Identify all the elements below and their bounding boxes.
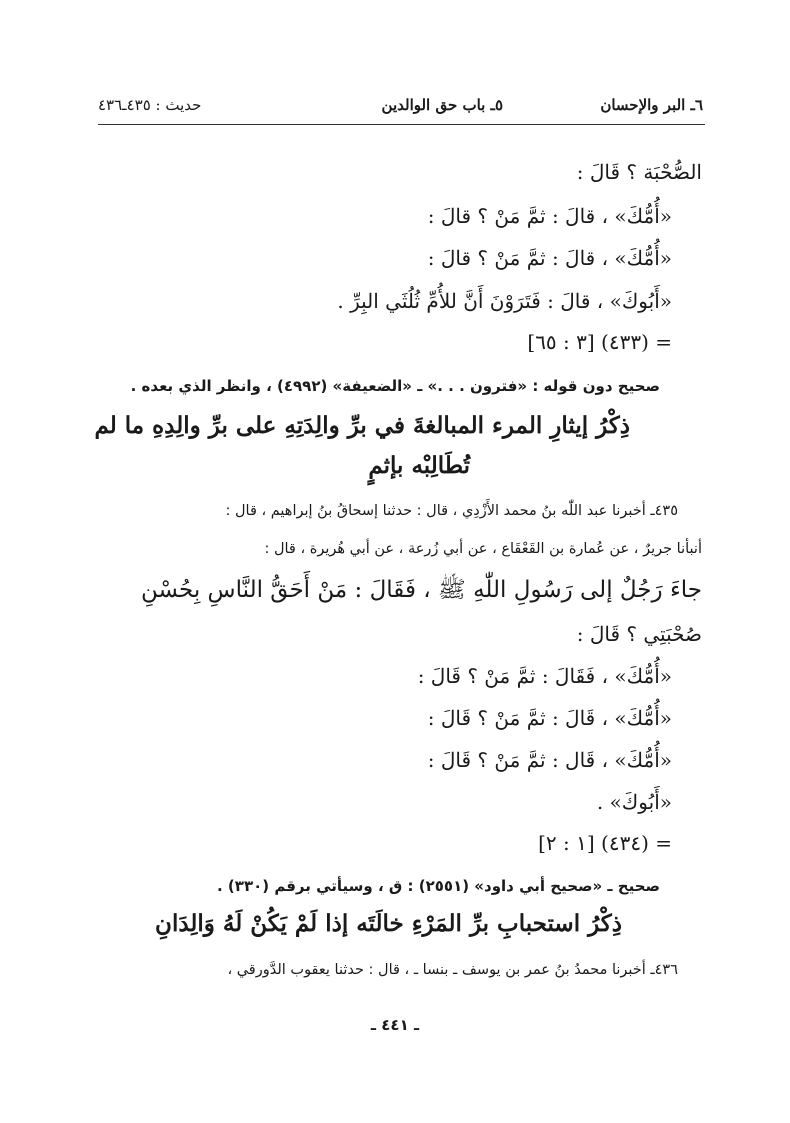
text-line: «أُمُّكَ» ، قالَ : ثمَّ مَنْ ؟ قالَ :: [427, 246, 672, 270]
isnad-line: أنبأنا جريرٌ ، عن عُمارة بن القَعْقَاع ، عن أبي زُرعة ، عن أبي هُريرة ، قال :: [264, 541, 702, 557]
header-chapter-title: ٥ـ باب حق الوالدين: [381, 96, 503, 114]
grading-line: صحيح ـ «صحيح أبي داود» (٢٥٥١) : ق ، وسيأتي برقم (٣٣٠) .: [217, 877, 660, 895]
matn-line: صُحْبَتِي ؟ قَالَ :: [576, 622, 702, 646]
text-line: «أُمُّكَ» ، قالَ : ثمَّ مَنْ ؟ قالَ :: [427, 204, 672, 228]
page-number: ـ ٤٤١ ـ: [370, 1016, 420, 1034]
matn-line: «أُمُّكَ» ، قَالَ : ثمَّ مَنْ ؟ قَالَ :: [427, 706, 672, 730]
matn-line: جاءَ رَجُلٌ إلى رَسُولِ اللّٰهِ ﷺ ، فَقَالَ : مَنْ أَحَقُّ النَّاسِ بِحُسْنِ: [140, 577, 702, 603]
reference-line: = (٤٣٣) [٣ : ٦٥]: [527, 330, 672, 354]
text-line: الصُّحْبَة ؟ قَالَ :: [576, 160, 702, 184]
section-heading: تُطَالِبْه بإثمٍ: [368, 452, 470, 479]
header-section-title: ٦ـ البر والإحسان: [600, 96, 703, 114]
header-rule: [98, 124, 705, 125]
matn-line: «أُمُّكَ» ، قَال : ثمَّ مَنْ ؟ قَالَ :: [427, 748, 672, 772]
grading-line: صحيح دون قوله : «فترون . . .» ـ «الضعيفة» (٤٩٩٢) ، وانظر الذي بعده .: [130, 377, 660, 395]
running-header: [98, 90, 703, 124]
section-heading: ذِكْرُ إيثارِ المرء المبالغةَ في برِّ والِدَتِهِ على برِّ والِدِهِ ما لم: [94, 412, 630, 439]
matn-line: «أَبُوكَ» .: [596, 790, 672, 814]
isnad-line: ٤٣٦ـ أخبرنا محمدُ بنُ عمر بن يوسف ـ بنسا ـ ، قال : حدثنا يعقوب الدَّورقي ،: [227, 962, 678, 978]
header-hadith-range: حديث : ٤٣٥ـ٤٣٦: [98, 96, 202, 114]
section-heading: ذِكْرُ استحبابِ برِّ المَرْءِ خالَتَه إذا لَمْ يَكُنْ لَهُ وَالِدَانِ: [155, 910, 622, 937]
reference-line: = (٤٣٤) [١ : ٢]: [538, 831, 672, 855]
matn-line: «أُمُّكَ» ، فَقَالَ : ثمَّ مَنْ ؟ قَالَ :: [417, 664, 672, 688]
isnad-line: ٤٣٥ـ أخبرنا عبد اللّٰه بنُ محمد الأَزْدِي ، قال : حدثنا إسحاقُ بنُ إبراهيم ، قال :: [225, 503, 678, 519]
text-line: «أَبُوكَ» ، قالَ : فَتَرَوْنَ أَنَّ للأُمِّ ثُلُثَي البِرِّ .: [337, 289, 672, 313]
